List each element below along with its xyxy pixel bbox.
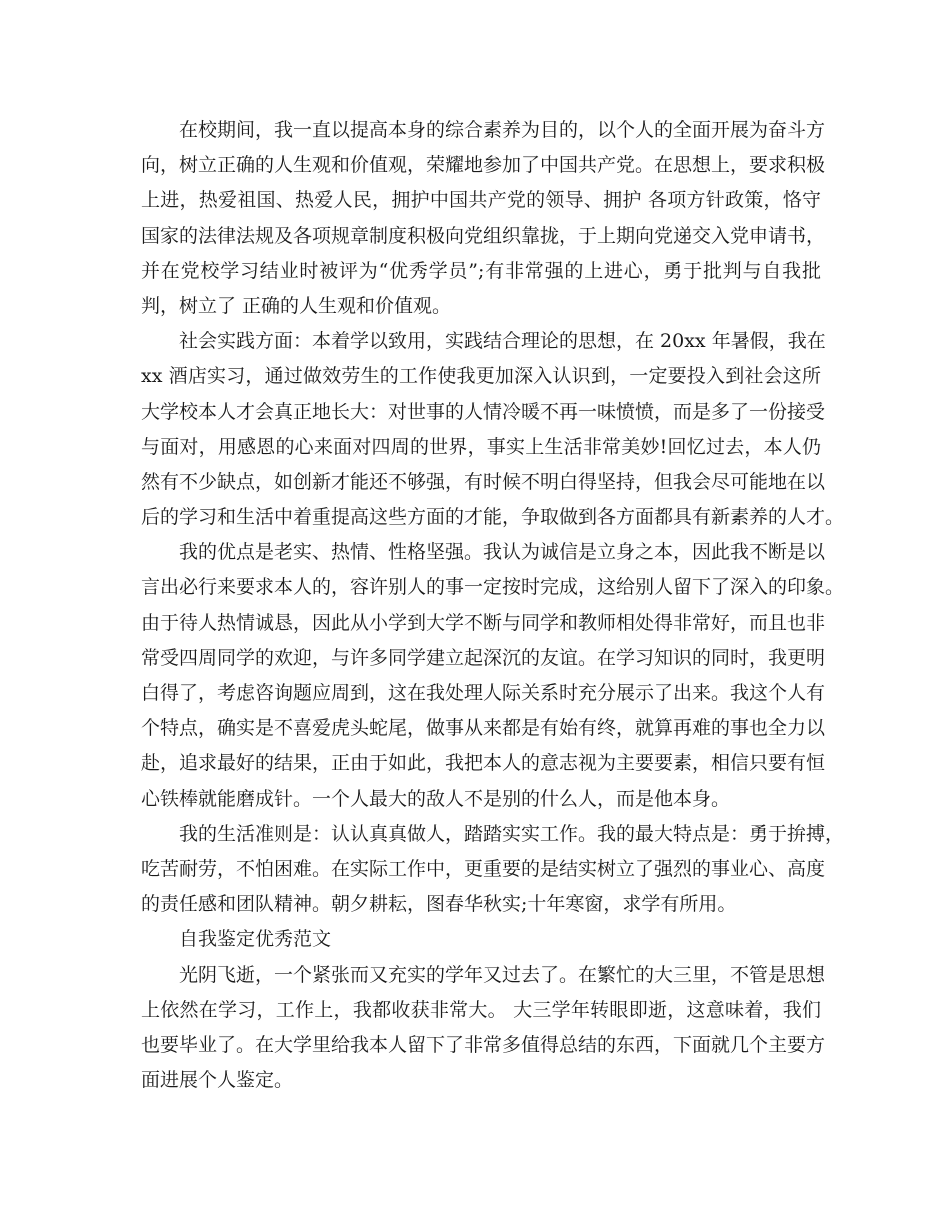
text-line: 然有不少缺点，如创新才能还不够强，有时候不明白得坚持，但我会尽可能地在以 <box>141 470 826 493</box>
text-line: 心铁棒就能磨成针。一个人最大的敌人不是别的什么人，而是他本身。 <box>141 787 731 810</box>
text-line: 在校期间，我一直以提高本身的综合素养为目的，以个人的全面开展为奋斗方 <box>179 119 826 141</box>
text-line: 大学校本人才会真正地长大：对世事的人情冷暖不再一味愤愤，而是多了一份接受 <box>141 400 826 423</box>
text-line: 我的生活准则是：认认真真做人，踏踏实实工作。我的最大特点是：勇于拚搏， <box>179 822 845 845</box>
text-line: 赴，追求最好的结果，正由于如此，我把本人的意志视为主要要素，相信只要有恒 <box>141 752 826 775</box>
text-line: 判，树立了 正确的人生观和价值观。 <box>141 294 452 317</box>
document-body <box>141 113 845 1098</box>
text-line: 国家的法律法规及各项规章制度积极向党组织靠拢，于上期向党递交入党申请书， <box>141 224 826 247</box>
text-line: 言出必行来要求本人的，容许别人的事一定按时完成，这给别人留下了深入的印象。 <box>141 576 845 599</box>
text-line: 上依然在学习，工作上，我都收获非常大。 大三学年转眼即逝，这意味着，我们 <box>141 998 821 1021</box>
text-line: 向，树立正确的人生观和价值观，荣耀地参加了中国共产党。在思想上，要求积极 <box>141 154 826 177</box>
text-line: 光阴飞逝，一个紧张而又充实的学年又过去了。在繁忙的大三里，不管是思想 <box>179 963 826 986</box>
text-line: 面进展个人鉴定。 <box>141 1069 294 1092</box>
text-line: 常受四周同学的欢迎，与许多同学建立起深沉的友谊。在学习知识的同时，我更明 <box>141 646 826 669</box>
text-line: 个特点，确实是不喜爱虎头蛇尾，做事从来都是有始有终，就算再难的事也全力以 <box>141 717 826 740</box>
text-line: 自我鉴定优秀范文 <box>179 928 332 951</box>
text-line: 与面对，用感恩的心来面对四周的世界，事实上生活非常美妙!回忆过去，本人仍 <box>141 435 821 458</box>
text-line: 的责任感和团队精神。朝夕耕耘，图春华秋实;十年寒窗，求学有所用。 <box>141 893 737 916</box>
text-line: 社会实践方面：本着学以致用，实践结合理论的思想，在 20xx 年暑假，我在 <box>179 330 826 353</box>
text-line: xx 酒店实习，通过做效劳生的工作使我更加深入认识到，一定要投入到社会这所 <box>141 365 821 388</box>
text-line: 白得了，考虑咨询题应周到，这在我处理人际关系时充分展示了出来。我这个人有 <box>141 682 826 704</box>
text-line: 上进，热爱祖国、热爱人民，拥护中国共产党的领导、拥护 各项方针政策，恪守 <box>141 189 821 212</box>
text-line: 由于待人热情诚恳，因此从小学到大学不断与同学和教师相处得非常好，而且也非 <box>141 611 826 634</box>
text-line: 吃苦耐劳，不怕困难。在实际工作中，更重要的是结实树立了强烈的事业心、高度 <box>141 857 826 880</box>
text-line: 我的优点是老实、热情、性格坚强。我认为诚信是立身之本，因此我不断是以 <box>179 541 826 564</box>
text-line: 后的学习和生活中着重提高这些方面的才能，争取做到各方面都具有新素养的人才。 <box>141 506 845 529</box>
text-line: 也要毕业了。在大学里给我本人留下了非常多值得总结的东西，下面就几个主要方 <box>141 1033 826 1056</box>
text-line: 并在党校学习结业时被评为“优秀学员”;有非常强的上进心，勇于批判与自我批 <box>141 259 821 282</box>
